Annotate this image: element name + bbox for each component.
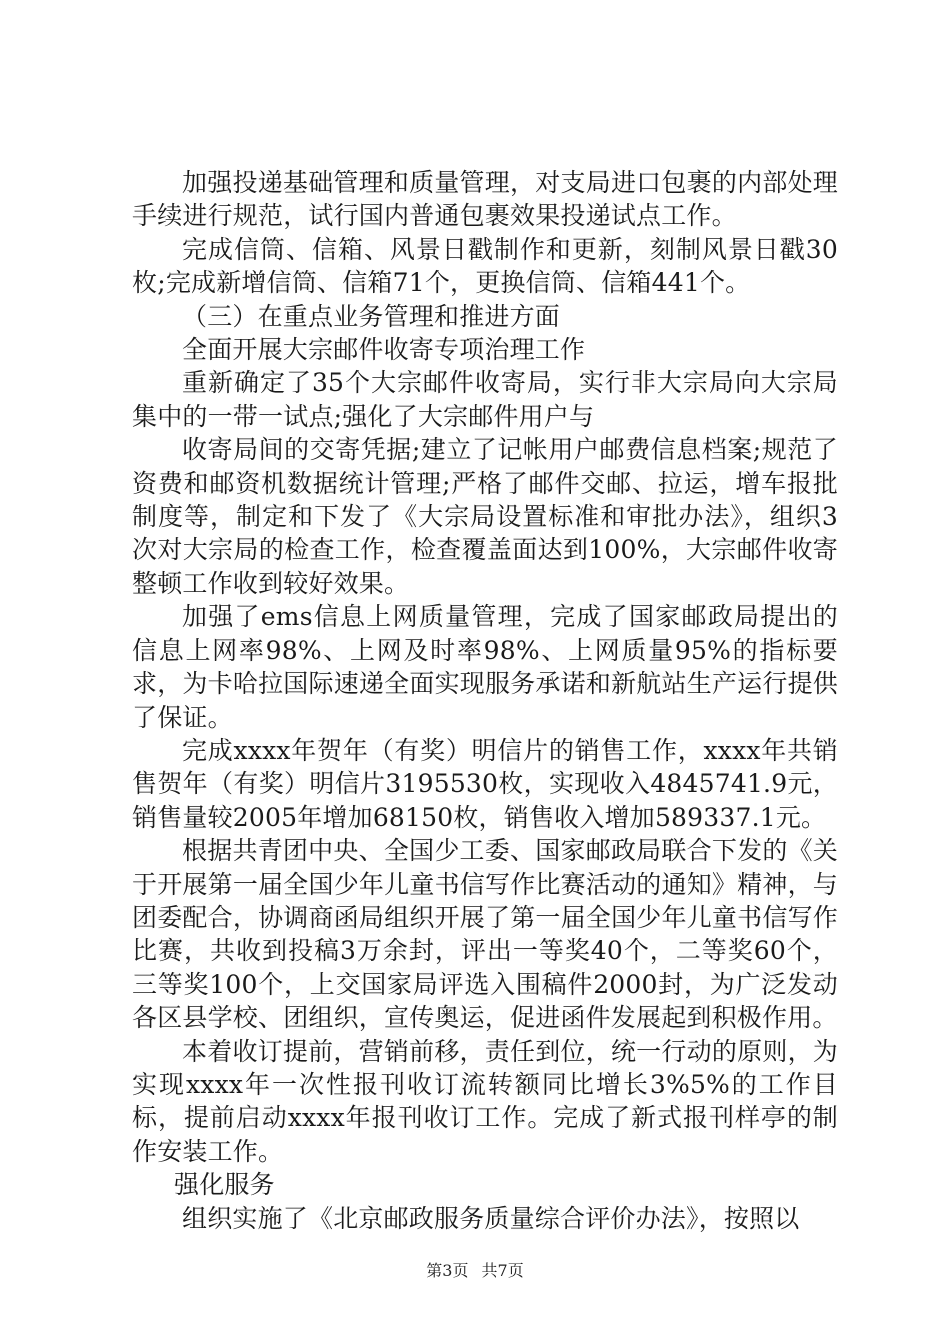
paragraph-bulk-mail-offices: 重新确定了35个大宗邮件收寄局，实行非大宗局向大宗局集中的一带一试点;强化了大宗邮件用户与	[132, 368, 838, 431]
paragraph-letter-writing-contest: 根据共青团中央、全国少工委、国家邮政局联合下发的《关于开展第一届全国少年儿童书信写作比赛活动的通知》精神，与团委配合，协调商函局组织开展了第一届全国少年儿童书信写作比赛，共收到投稿3万余封，评出一等奖40个，二等奖60个，三等奖100个，上交国家局评选入围稿件2000封，为广泛发动各区县学校、团组织，宣传奥运，促进函件发展起到积极作用。	[132, 836, 838, 1033]
paragraph-greeting-card-sales: 完成xxxx年贺年（有奖）明信片的销售工作，xxxx年共销售贺年（有奖）明信片3195530枚，实现收入4845741.9元，销售量较2005年增加68150枚，销售收入增加589337.1元。	[132, 735, 838, 832]
subheading-strengthen-service: 强化服务	[174, 1170, 275, 1200]
document-body	[132, 166, 838, 1235]
page-number: 第3页	[426, 1261, 469, 1280]
page-total: 共7页	[481, 1261, 524, 1280]
paragraph-bulk-mail-regulation: 收寄局间的交寄凭据;建立了记帐用户邮费信息档案;规范了资费和邮资机数据统计管理;严格了邮件交邮、拉运，增车报批制度等，制定和下发了《大宗局设置标准和审批办法》，组织3次对大宗局的检查工作，检查覆盖面达到100%，大宗邮件收寄整顿工作收到较好效果。	[132, 435, 838, 598]
paragraph-service-evaluation: 组织实施了《北京邮政服务质量综合评价办法》，按照以	[182, 1203, 800, 1233]
paragraph-delivery-management: 加强投递基础管理和质量管理，对支局进口包裹的内部处理手续进行规范，试行国内普通包裹效果投递试点工作。	[132, 168, 838, 231]
paragraph-mailbox-postmark: 完成信筒、信箱、风景日戳制作和更新，刻制风景日戳30枚;完成新增信筒、信箱71个，更换信筒、信箱441个。	[132, 234, 838, 298]
section-heading-key-business: （三）在重点业务管理和推进方面	[182, 301, 561, 331]
paragraph-ems-quality: 加强了ems信息上网质量管理，完成了国家邮政局提出的信息上网率98%、上网及时率98%、上网质量95%的指标要求，为卡哈拉国际速递全面实现服务承诺和新航站生产运行提供了保证。	[132, 602, 838, 732]
subheading-bulk-mail: 全面开展大宗邮件收寄专项治理工作	[182, 335, 586, 365]
page-footer	[0, 1258, 950, 1281]
paragraph-newspaper-subscription: 本着收订提前，营销前移，责任到位，统一行动的原则，为实现xxxx年一次性报刊收订流转额同比增长3%5%的工作目标，提前启动xxxx年报刊收订工作。完成了新式报刊样亭的制作安装工作。	[132, 1036, 838, 1166]
